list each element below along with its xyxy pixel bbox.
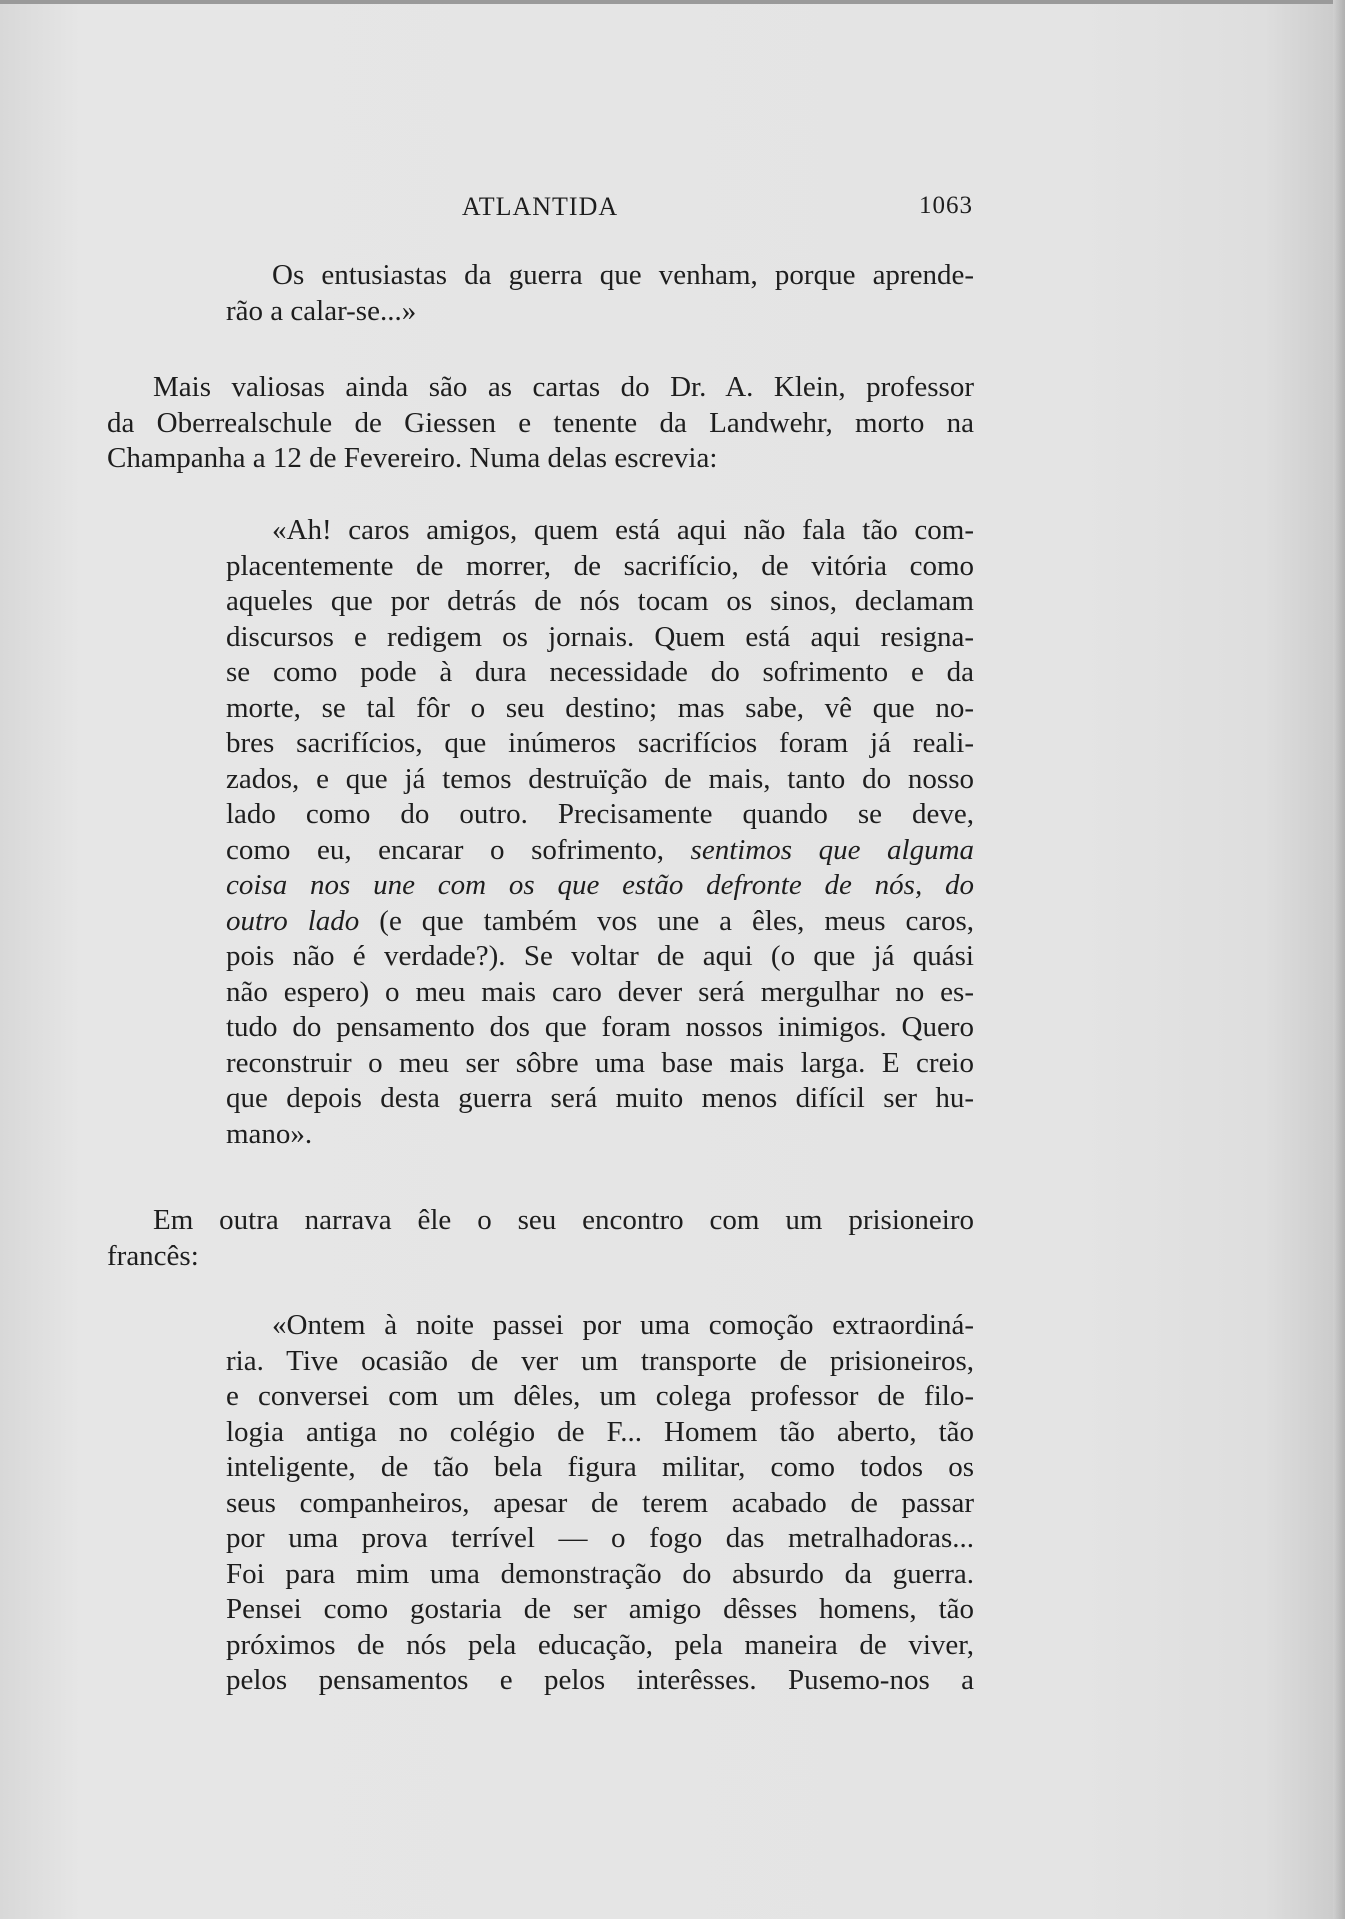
italic-run: outro lado: [226, 904, 360, 937]
text-line: [226, 868, 974, 904]
quote-block-1: [226, 258, 974, 329]
text-line: tudo do pensamento dos que foram nossos inimigos. Quero: [226, 1011, 974, 1043]
running-title: ATLANTIDA: [461, 192, 619, 221]
text-line: se como pode à dura necessidade do sofrimento e da: [226, 656, 974, 688]
paragraph-2: [107, 1203, 974, 1274]
page-right-edge: [1333, 0, 1345, 1919]
italic-run: sentimos que alguma: [690, 833, 974, 866]
text-line: Champanha a 12 de Fevereiro. Numa delas escrevia:: [107, 442, 718, 474]
page-top-edge: [0, 0, 1345, 4]
text-line: seus companheiros, apesar de terem acabado de passar: [226, 1486, 974, 1519]
text-line: pelos pensamentos e pelos interêsses. Pusemo-nos a: [226, 1664, 974, 1696]
text-line: lado como do outro. Precisamente quando se deve,: [226, 798, 974, 830]
text-line: aqueles que por detrás de nós tocam os sinos, declamam: [226, 585, 974, 617]
page-number: 1063: [919, 192, 973, 219]
text-line: francês:: [107, 1239, 199, 1272]
text-run: (e que também vos une a êles, meus caros,: [379, 904, 974, 937]
quote-block-3: [226, 1308, 974, 1699]
text-line: bres sacrifícios, que inúmeros sacrifícios foram já reali-: [226, 727, 974, 759]
text-line: Em outra narrava êle o seu encontro com um prisioneiro: [153, 1204, 974, 1236]
text-line: logia antiga no colégio de F... Homem tão aberto, tão: [226, 1415, 974, 1448]
text-line: que depois desta guerra será muito menos difícil ser hu-: [226, 1082, 974, 1114]
text-line-mixed: [226, 904, 974, 940]
running-head: [107, 192, 973, 228]
text-line: Os entusiastas da guerra que venham, porque aprende-: [272, 259, 974, 291]
text-line: discursos e redigem os jornais. Quem está aqui resigna-: [226, 620, 974, 653]
italic-run: coisa nos une com os que estão defronte de nós, do: [226, 869, 974, 901]
text-run: como eu, encarar o sofrimento,: [226, 833, 664, 866]
text-line: por uma prova terrível — o fogo das metralhadoras...: [226, 1522, 974, 1554]
text-line: pois não é verdade?). Se voltar de aqui (o que já quási: [226, 940, 974, 972]
text-line: Mais valiosas ainda são as cartas do Dr. A. Klein, professor: [153, 371, 974, 403]
text-line: zados, e que já temos destruïção de mais, tanto do nosso: [226, 762, 974, 795]
text-line: «Ah! caros amigos, quem está aqui não fala tão com-: [272, 514, 974, 546]
quote-block-2: [226, 513, 974, 1152]
text-line: morte, se tal fôr o seu destino; mas sabe, vê que no-: [226, 691, 974, 724]
text-line: rão a calar-se...»: [226, 294, 417, 327]
text-line: placentemente de morrer, de sacrifício, de vitória como: [226, 549, 974, 582]
text-line-mixed: [226, 833, 974, 869]
text-line: da Oberrealschule de Giessen e tenente da Landwehr, morto na: [107, 406, 974, 439]
text-line: mano».: [226, 1117, 313, 1150]
text-line: reconstruir o meu ser sôbre uma base mais larga. E creio: [226, 1046, 974, 1079]
text-line: Pensei como gostaria de ser amigo dêsses homens, tão: [226, 1593, 974, 1625]
text-line: não espero) o meu mais caro dever será mergulhar no es-: [226, 975, 974, 1008]
text-line: e conversei com um dêles, um colega professor de filo-: [226, 1380, 974, 1412]
text-line: inteligente, de tão bela figura militar, como todos os: [226, 1451, 974, 1483]
text-line: «Ontem à noite passei por uma comoção extraordiná-: [272, 1309, 974, 1341]
text-line: ria. Tive ocasião de ver um transporte de prisioneiros,: [226, 1344, 974, 1377]
text-line: próximos de nós pela educação, pela maneira de viver,: [226, 1628, 974, 1661]
paragraph-1: [107, 370, 974, 477]
text-line: Foi para mim uma demonstração do absurdo da guerra.: [226, 1557, 974, 1590]
